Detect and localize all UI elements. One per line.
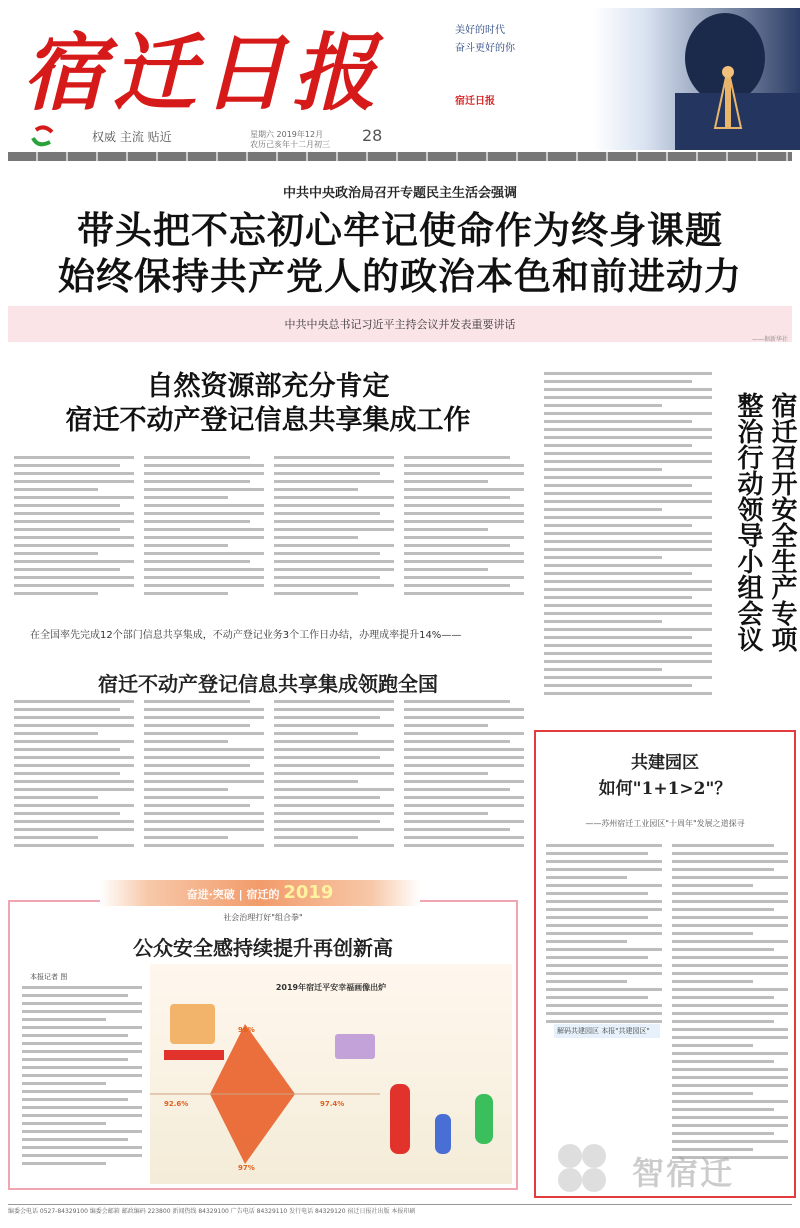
- side-article-body: [544, 372, 712, 722]
- watermark-logo-icon: [548, 1138, 618, 1198]
- city-silhouette-icon: [655, 8, 800, 150]
- article2-lede: 在全国率先完成12个部门信息共享集成，不动产登记业务3个工作日办结，办理成率提升14%——: [30, 630, 462, 641]
- pct-bottom: 97%: [238, 1164, 255, 1172]
- footer-bar: 编委会电话 0527-84329100 编委会邮箱 邮政编码 223800 新闻热线 84329100 广告电话 84329110 发行电话 84329120 宿迁日报社出版 本报印刷: [8, 1204, 792, 1218]
- dateline: 星期六 2019年12月 农历己亥年十二月初三: [250, 130, 330, 149]
- feature-headline: 公众安全感持续提升再创新高: [133, 936, 393, 960]
- infographic-graphic: [150, 964, 512, 1184]
- side-article-headline[interactable]: 宿迁召开安全生产专项 整治行动领导小组会议: [733, 392, 797, 652]
- promo-text: 美好的时代 奋斗更好的你: [455, 25, 515, 54]
- lead-subhead: 中共中央总书记习近平主持会议并发表重要讲话: [284, 318, 516, 331]
- industrial-park-article[interactable]: [534, 730, 796, 1198]
- box-stack-icon: [170, 1004, 215, 1044]
- feature-banner: 奋进·突破 | 宿迁的 2019: [100, 880, 420, 906]
- industrial-park-headline: 共建园区 如何"1+1>2"？: [598, 753, 732, 799]
- promo-banner: [455, 8, 800, 150]
- promo-signature: 宿迁日报: [455, 96, 495, 107]
- pct-top: 98%: [238, 1026, 255, 1034]
- pct-left: 92.6%: [164, 1100, 189, 1108]
- industrial-park-subhead: ——苏州宿迁工业园区"十周年"发展之道探寻: [585, 819, 745, 828]
- feature-kicker: 社会治理打好"组合拳": [223, 913, 303, 922]
- pill-red-icon: [390, 1084, 410, 1154]
- watermark: 智宿迁: [548, 1138, 788, 1198]
- pct-right: 97.4%: [320, 1100, 345, 1108]
- public-safety-feature[interactable]: [8, 900, 518, 1190]
- lead-headline: 带头把不忘初心牢记使命作为终身课题 始终保持共产党人的政治本色和前进动力: [58, 209, 742, 298]
- article1-body: [14, 456, 524, 616]
- safety-infographic: [150, 964, 512, 1184]
- pill-green-icon: [475, 1094, 493, 1144]
- shield-card-icon: [335, 1034, 375, 1059]
- issue-number: 28: [362, 126, 383, 145]
- lead-story[interactable]: [8, 164, 792, 344]
- industrial-park-body: [546, 844, 788, 1184]
- lead-kicker: 中共中央政治局召开专题民主生活会强调: [282, 186, 517, 201]
- infographic-title: 2019年宿迁平安幸福画像出炉: [275, 983, 387, 992]
- lead-source-tag: ——据新华社: [751, 336, 788, 343]
- feature-byline: 本报记者 图: [30, 973, 68, 981]
- masthead-rule: [8, 152, 792, 161]
- masthead-tagline: 权威 主流 贴近: [92, 130, 172, 144]
- article1-headline[interactable]: 自然资源部充分肯定 宿迁不动产登记信息共享集成工作: [65, 371, 471, 436]
- swirl-logo-icon: [30, 122, 56, 148]
- pill-blue-icon: [435, 1114, 451, 1154]
- industrial-park-callout: 解码共建园区 本报"共建园区": [554, 1024, 660, 1038]
- newspaper-logo: 宿迁日报: [22, 23, 383, 122]
- feature-body: [22, 986, 142, 1176]
- article2-body: [14, 700, 524, 860]
- masthead: [0, 0, 800, 152]
- article2-headline[interactable]: 宿迁不动产登记信息共享集成领跑全国: [98, 672, 438, 696]
